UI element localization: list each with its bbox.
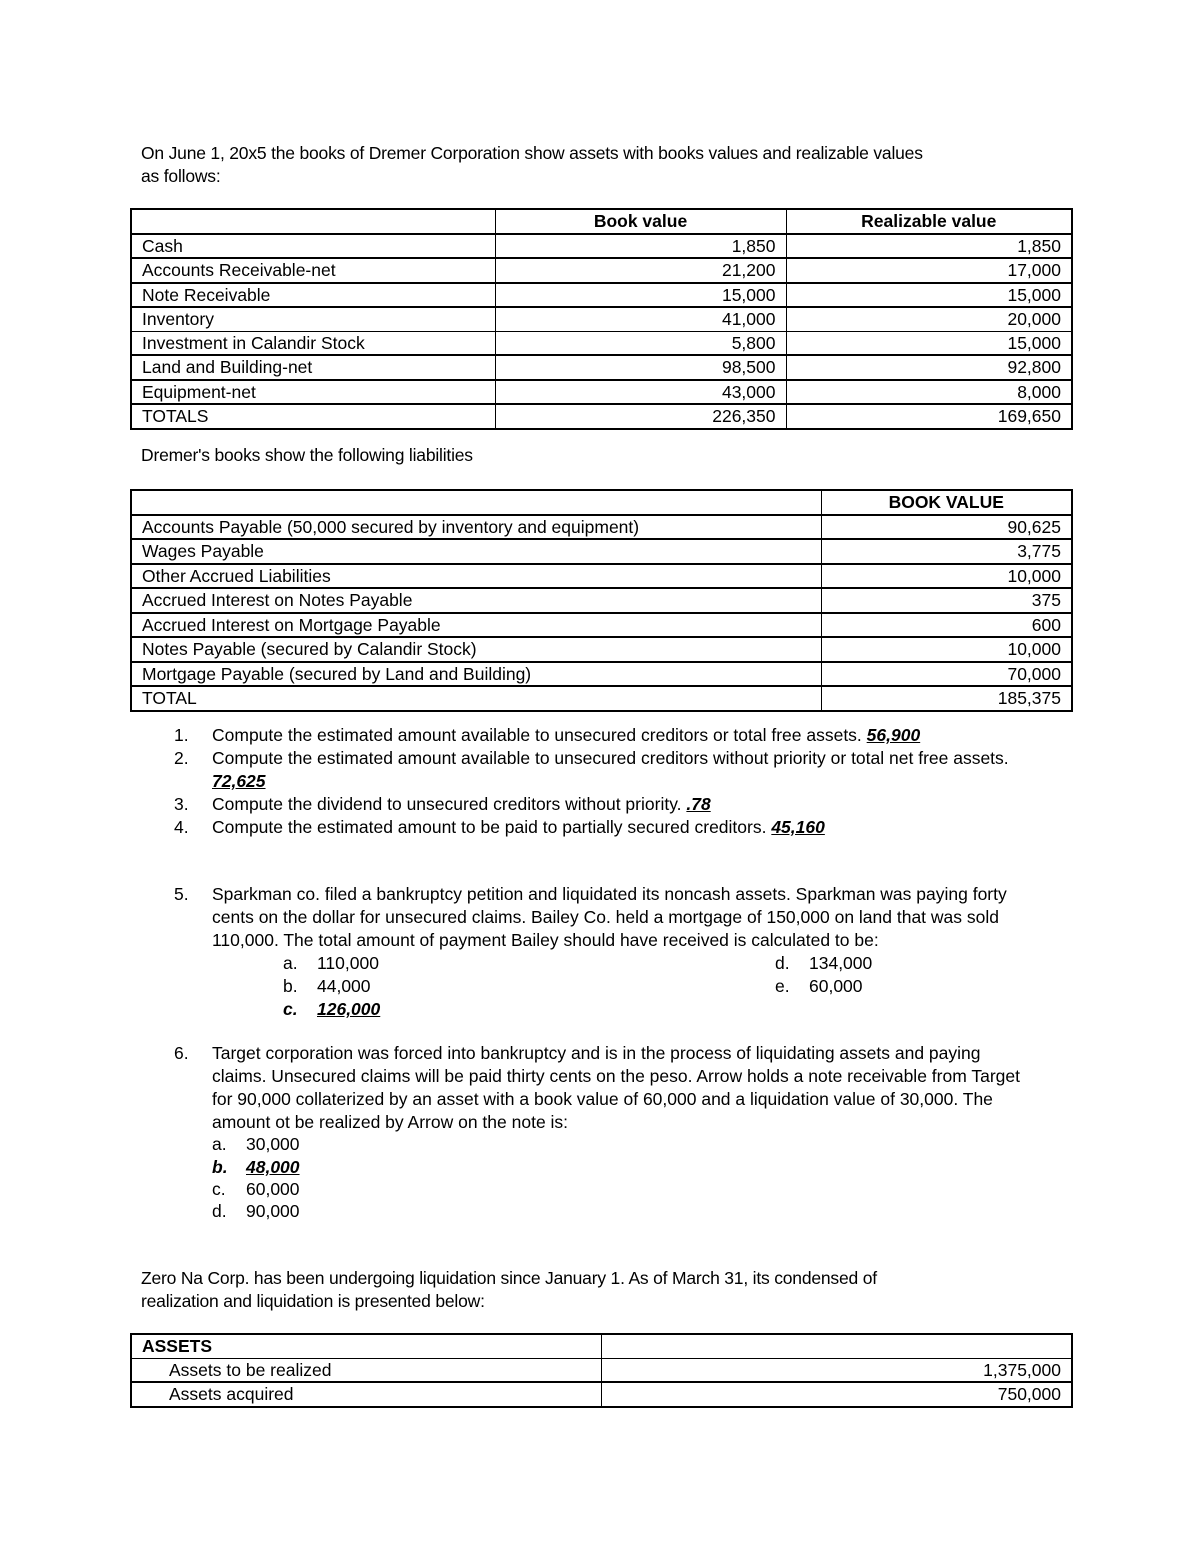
asset-realizable-value: 20,000	[786, 307, 1072, 331]
option-letter: c.	[212, 1179, 226, 1199]
realization-header-row	[131, 1334, 1072, 1358]
table-row	[131, 637, 1072, 662]
question-6	[141, 1042, 1061, 1134]
option-letter: a.	[212, 1134, 227, 1154]
liabilities-table	[130, 489, 1073, 712]
asset-book-value: 21,200	[495, 258, 786, 283]
option-value: 30,000	[246, 1134, 300, 1154]
liability-label: Notes Payable (secured by Calandir Stock)	[131, 637, 821, 662]
question-6-block	[141, 1042, 1061, 1134]
table-row	[131, 1382, 1072, 1407]
asset-realizable-value: 92,800	[786, 355, 1072, 380]
intro-line-2: as follows:	[141, 166, 221, 186]
question-answer: 45,160	[771, 817, 825, 837]
question-answer: 72,625	[212, 771, 266, 791]
option-letter: b.	[212, 1157, 228, 1177]
option-value: 60,000	[809, 976, 863, 996]
option-letter: c.	[283, 999, 298, 1019]
asset-label: Inventory	[131, 307, 495, 331]
option-value: 48,000	[246, 1157, 300, 1177]
assets-table	[130, 208, 1073, 430]
zero-na-paragraph	[141, 1267, 1061, 1313]
liability-value: 70,000	[821, 662, 1072, 687]
asset-label: Cash	[131, 234, 495, 259]
option-value: 90,000	[246, 1201, 300, 1221]
asset-book-value: 15,000	[495, 283, 786, 308]
assets-header-book: Book value	[495, 209, 786, 234]
realization-header-empty	[601, 1334, 1072, 1358]
assets-header-label	[131, 209, 495, 234]
liability-value: 10,000	[821, 637, 1072, 662]
liabilities-intro	[141, 444, 1061, 467]
question-number: 1.	[174, 725, 189, 745]
question-5	[141, 883, 1061, 952]
liabilities-header-value: BOOK VALUE	[821, 490, 1072, 515]
option-letter: d.	[212, 1201, 227, 1221]
zero-na-line-1: Zero Na Corp. has been undergoing liquidation since January 1. As of March 31, its condensed of	[141, 1268, 877, 1288]
question-number: 4.	[174, 817, 189, 837]
question-1	[141, 724, 1061, 747]
table-row	[131, 380, 1072, 405]
zero-na-line-2: realization and liquidation is presented below:	[141, 1291, 485, 1311]
asset-label: Note Receivable	[131, 283, 495, 308]
q5-option-c-correct	[283, 998, 380, 1021]
liabilities-header-row	[131, 490, 1072, 515]
question-answer: .78	[686, 794, 711, 814]
table-row	[131, 258, 1072, 283]
realization-value: 750,000	[601, 1382, 1072, 1407]
assets-header-realizable: Realizable value	[786, 209, 1072, 234]
asset-realizable-value: 15,000	[786, 331, 1072, 355]
realization-header-assets: ASSETS	[131, 1334, 601, 1358]
liability-value: 600	[821, 613, 1072, 638]
table-row	[131, 331, 1072, 355]
q5-option-b	[283, 975, 371, 998]
realization-label: Assets acquired	[131, 1382, 601, 1407]
asset-book-value: 43,000	[495, 380, 786, 405]
liabilities-intro-text: Dremer's books show the following liabilities	[141, 445, 473, 465]
question-3	[141, 793, 1061, 816]
table-row	[131, 613, 1072, 638]
asset-realizable-value: 15,000	[786, 283, 1072, 308]
asset-book-value: 98,500	[495, 355, 786, 380]
q5-option-d	[775, 952, 872, 975]
liabilities-total-row	[131, 686, 1072, 711]
q5-option-a	[283, 952, 379, 975]
question-text: Sparkman co. filed a bankruptcy petition and liquidated its noncash assets. Sparkman was paying forty cents on the dollar for unsecured claims. Bailey Co. held a mortgage of 150,000 on land that was sold 110,000. The total amount of payment Bailey should have received is calculated to be:	[212, 884, 1007, 950]
realization-label: Assets to be realized	[131, 1358, 601, 1382]
asset-book-value: 5,800	[495, 331, 786, 355]
option-letter: a.	[283, 953, 298, 973]
asset-realizable-value: 17,000	[786, 258, 1072, 283]
asset-total-realizable: 169,650	[786, 404, 1072, 429]
question-2	[141, 747, 1061, 793]
asset-book-value: 41,000	[495, 307, 786, 331]
liability-label: Accounts Payable (50,000 secured by inventory and equipment)	[131, 515, 821, 540]
table-row	[131, 662, 1072, 687]
asset-label: Accounts Receivable-net	[131, 258, 495, 283]
question-text: Compute the dividend to unsecured creditors without priority.	[212, 794, 687, 814]
question-text: Compute the estimated amount available to unsecured creditors or total free assets.	[212, 725, 867, 745]
liability-label: Wages Payable	[131, 539, 821, 564]
liability-value: 90,625	[821, 515, 1072, 540]
asset-label: Land and Building-net	[131, 355, 495, 380]
asset-label: Equipment-net	[131, 380, 495, 405]
question-number: 3.	[174, 794, 189, 814]
table-row	[131, 307, 1072, 331]
option-letter: d.	[775, 953, 790, 973]
question-answer: 56,900	[866, 725, 921, 745]
option-value: 44,000	[317, 976, 371, 996]
option-value: 60,000	[246, 1179, 300, 1199]
question-number: 6.	[174, 1043, 189, 1063]
asset-realizable-value: 8,000	[786, 380, 1072, 405]
liability-label: Accrued Interest on Mortgage Payable	[131, 613, 821, 638]
intro-line-1: On June 1, 20x5 the books of Dremer Corporation show assets with books values and realizable values	[141, 143, 923, 163]
question-text: Compute the estimated amount to be paid to partially secured creditors.	[212, 817, 772, 837]
q5-option-e	[775, 975, 863, 998]
q6-option-c	[212, 1178, 300, 1201]
table-row	[131, 515, 1072, 540]
liability-value: 10,000	[821, 564, 1072, 589]
asset-book-value: 1,850	[495, 234, 786, 259]
option-letter: b.	[283, 976, 298, 996]
liability-total-label: TOTAL	[131, 686, 821, 711]
table-row	[131, 355, 1072, 380]
realization-table	[130, 1333, 1073, 1408]
assets-total-row	[131, 404, 1072, 429]
realization-value: 1,375,000	[601, 1358, 1072, 1382]
q6-option-a	[212, 1133, 300, 1156]
liability-label: Accrued Interest on Notes Payable	[131, 588, 821, 613]
asset-label: Investment in Calandir Stock	[131, 331, 495, 355]
question-text: Compute the estimated amount available to unsecured creditors without priority or total net free assets.	[212, 748, 1009, 768]
table-row	[131, 539, 1072, 564]
table-row	[131, 1358, 1072, 1382]
question-5-block	[141, 883, 1061, 952]
q6-option-d	[212, 1200, 300, 1223]
assets-header-row	[131, 209, 1072, 234]
asset-realizable-value: 1,850	[786, 234, 1072, 259]
option-value: 134,000	[809, 953, 873, 973]
table-row	[131, 283, 1072, 308]
computation-questions	[141, 724, 1061, 839]
option-value: 110,000	[317, 953, 379, 973]
asset-total-book: 226,350	[495, 404, 786, 429]
asset-total-label: TOTALS	[131, 404, 495, 429]
liability-value: 375	[821, 588, 1072, 613]
question-number: 2.	[174, 748, 189, 768]
liabilities-header-label	[131, 490, 821, 515]
table-row	[131, 588, 1072, 613]
option-value: 126,000	[317, 999, 381, 1019]
table-row	[131, 564, 1072, 589]
table-row	[131, 234, 1072, 259]
q6-option-b-correct	[212, 1156, 300, 1179]
question-number: 5.	[174, 884, 189, 904]
question-4	[141, 816, 1061, 839]
option-letter: e.	[775, 976, 790, 996]
liability-label: Other Accrued Liabilities	[131, 564, 821, 589]
intro-paragraph	[141, 142, 1061, 188]
liability-value: 3,775	[821, 539, 1072, 564]
liability-label: Mortgage Payable (secured by Land and Building)	[131, 662, 821, 687]
question-text: Target corporation was forced into bankruptcy and is in the process of liquidating assets and paying claims. Unsecured claims will be paid thirty cents on the peso. Arrow holds a note receivable from Target for 90,000 collaterized by an asset with a book value of 60,000 and a liquidation value of 30,000. The amount ot be realized by Arrow on the note is:	[212, 1043, 1020, 1132]
liability-total-value: 185,375	[821, 686, 1072, 711]
